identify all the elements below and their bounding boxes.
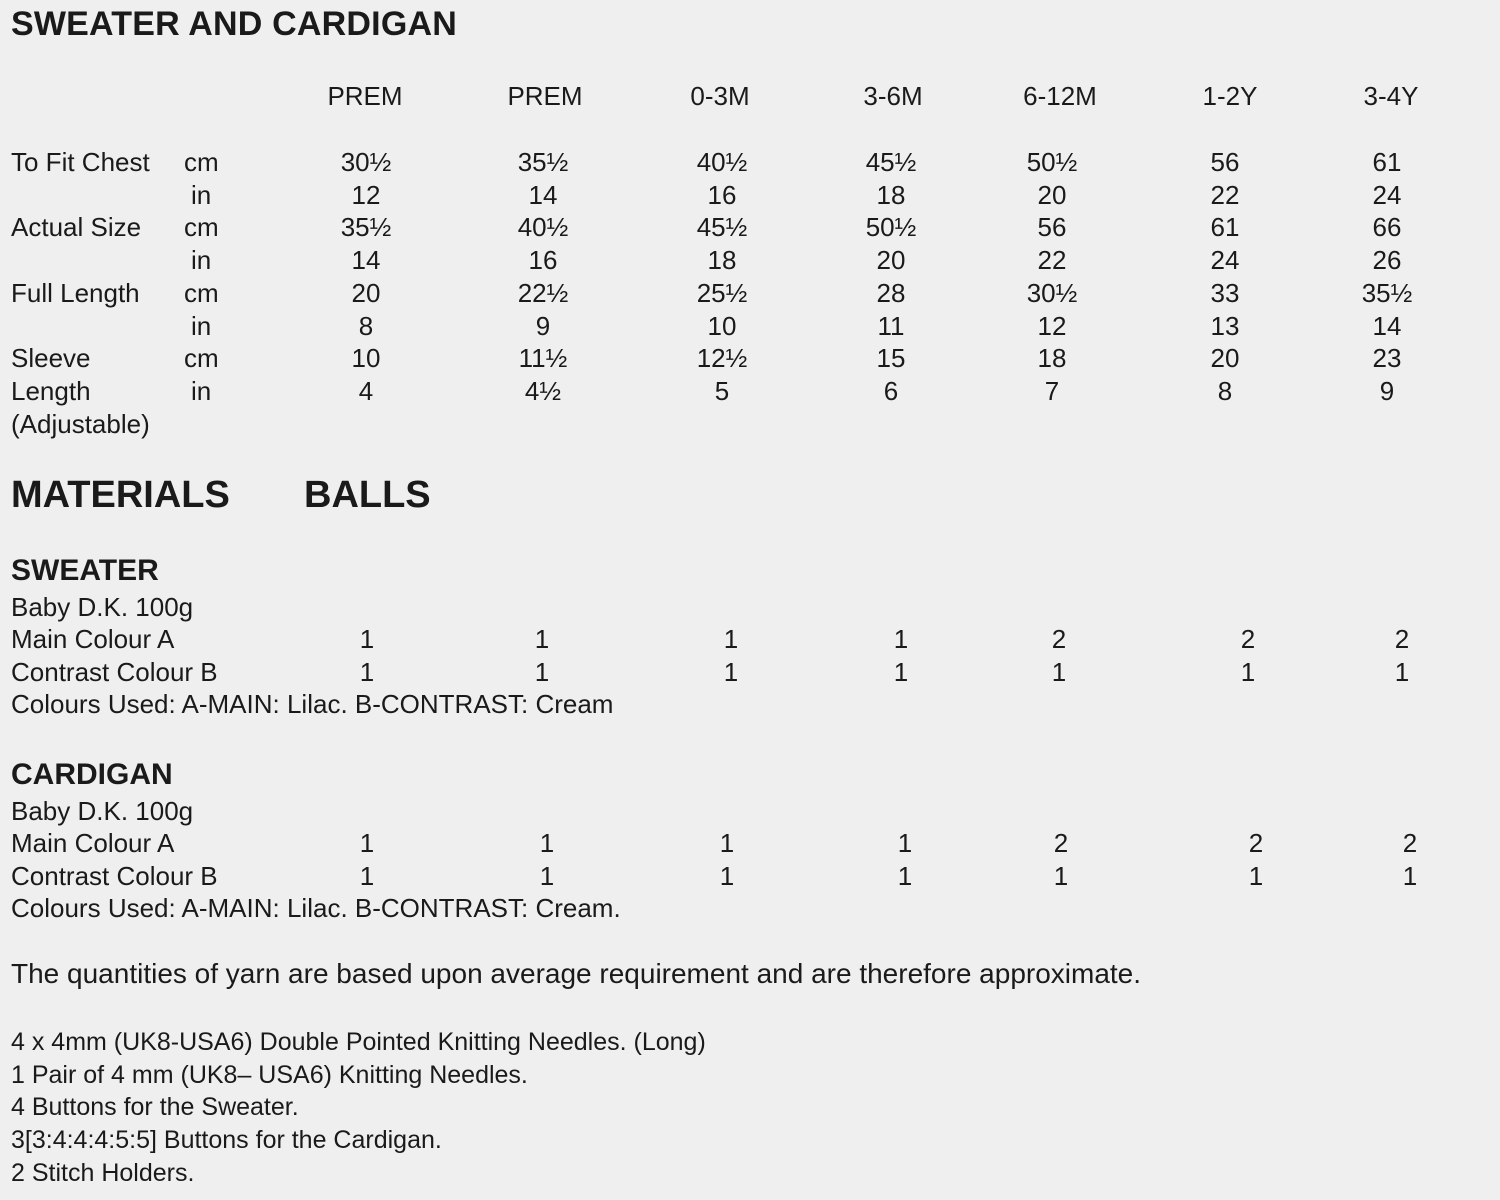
- yarn-quantity-note: The quantities of yarn are based upon average requirement and are therefore approximate.: [11, 958, 1142, 989]
- sweater-heading: SWEATER: [11, 554, 159, 587]
- cardigan-main-label: Main Colour A: [11, 828, 175, 858]
- measurement-value: 23: [1372, 343, 1402, 373]
- measurement-value: 13: [1210, 311, 1240, 341]
- measurement-value: 5: [714, 376, 730, 406]
- measurement-value: 56: [1037, 212, 1067, 242]
- measurement-unit: cm: [184, 278, 219, 308]
- measurement-value: 4: [358, 376, 374, 406]
- ball-count: 1: [723, 624, 739, 654]
- measurement-label: Sleeve: [11, 343, 91, 373]
- ball-count: 1: [719, 828, 735, 858]
- measurement-value: 12½: [696, 343, 748, 373]
- sweater-main-label: Main Colour A: [11, 624, 175, 654]
- measurement-value: 4½: [524, 376, 562, 406]
- measurement-label: (Adjustable): [11, 409, 150, 439]
- ball-count: 1: [897, 861, 913, 891]
- measurement-value: 14: [528, 180, 558, 210]
- cardigan-yarn: Baby D.K. 100g: [11, 796, 194, 826]
- requirement-item: 2 Stitch Holders.: [11, 1159, 195, 1187]
- ball-count: 2: [1051, 624, 1067, 654]
- ball-count: 1: [1051, 657, 1067, 687]
- sweater-colours: Colours Used: A-MAIN: Lilac. B-CONTRAST: Cream: [11, 689, 614, 719]
- measurement-value: 6: [883, 376, 899, 406]
- measurement-value: 45½: [865, 147, 917, 177]
- measurement-unit: in: [191, 245, 212, 275]
- measurement-value: 20: [876, 245, 906, 275]
- measurement-value: 22: [1037, 245, 1067, 275]
- measurement-value: 26: [1372, 245, 1402, 275]
- size-header: 0-3M: [690, 81, 750, 111]
- measurement-value: 22: [1210, 180, 1240, 210]
- cardigan-contrast-label: Contrast Colour B: [11, 861, 218, 891]
- measurement-value: 7: [1044, 376, 1060, 406]
- ball-count: 2: [1394, 624, 1410, 654]
- measurement-value: 66: [1372, 212, 1402, 242]
- ball-count: 1: [539, 861, 555, 891]
- ball-count: 1: [893, 657, 909, 687]
- ball-count: 1: [1402, 861, 1418, 891]
- measurement-value: 33: [1210, 278, 1240, 308]
- measurement-value: 18: [707, 245, 737, 275]
- ball-count: 1: [1240, 657, 1256, 687]
- page-title: SWEATER AND CARDIGAN: [11, 5, 457, 43]
- sweater-yarn: Baby D.K. 100g: [11, 592, 194, 622]
- materials-heading: MATERIALS: [11, 474, 230, 516]
- measurement-value: 61: [1210, 212, 1240, 242]
- measurement-unit: in: [191, 311, 212, 341]
- measurement-value: 35½: [340, 212, 392, 242]
- measurement-value: 12: [1037, 311, 1067, 341]
- ball-count: 1: [359, 828, 375, 858]
- ball-count: 1: [359, 624, 375, 654]
- measurement-value: 11½: [518, 343, 568, 373]
- measurement-value: 40½: [696, 147, 748, 177]
- measurement-value: 20: [1037, 180, 1067, 210]
- ball-count: 1: [897, 828, 913, 858]
- measurement-value: 10: [707, 311, 737, 341]
- measurement-value: 9: [535, 311, 551, 341]
- ball-count: 2: [1240, 624, 1256, 654]
- size-header: PREM: [507, 81, 583, 111]
- measurement-value: 30½: [340, 147, 392, 177]
- measurement-value: 25½: [696, 278, 748, 308]
- measurement-value: 50½: [865, 212, 917, 242]
- measurement-value: 14: [1372, 311, 1402, 341]
- measurement-value: 30½: [1026, 278, 1078, 308]
- requirement-item: 1 Pair of 4 mm (UK8– USA6) Knitting Needles.: [11, 1061, 528, 1089]
- size-header: 6-12M: [1023, 81, 1097, 111]
- measurement-value: 50½: [1026, 147, 1078, 177]
- cardigan-heading: CARDIGAN: [11, 758, 173, 791]
- measurement-value: 15: [876, 343, 906, 373]
- measurement-value: 61: [1372, 147, 1402, 177]
- measurement-label: Actual Size: [11, 212, 142, 242]
- ball-count: 1: [1053, 861, 1069, 891]
- measurement-value: 12: [351, 180, 381, 210]
- measurement-unit: cm: [184, 147, 219, 177]
- measurement-value: 16: [528, 245, 558, 275]
- ball-count: 1: [893, 624, 909, 654]
- measurement-value: 22½: [517, 278, 569, 308]
- size-header: 3-6M: [863, 81, 923, 111]
- requirement-item: 4 x 4mm (UK8-USA6) Double Pointed Knitting Needles. (Long): [11, 1028, 706, 1056]
- measurement-unit: cm: [184, 343, 219, 373]
- measurement-label: To Fit Chest: [11, 147, 150, 177]
- size-header: PREM: [327, 81, 403, 111]
- requirement-item: 3[3:4:4:4:5:5] Buttons for the Cardigan.: [11, 1126, 442, 1154]
- measurement-value: 14: [351, 245, 381, 275]
- size-header: 3-4Y: [1363, 81, 1419, 111]
- measurement-unit: in: [191, 376, 212, 406]
- ball-count: 1: [359, 861, 375, 891]
- measurement-value: 9: [1379, 376, 1395, 406]
- balls-heading: BALLS: [304, 474, 431, 516]
- ball-count: 1: [534, 624, 550, 654]
- measurement-value: 16: [707, 180, 737, 210]
- measurement-value: 24: [1372, 180, 1402, 210]
- measurement-value: 18: [876, 180, 906, 210]
- measurement-unit: cm: [184, 212, 219, 242]
- ball-count: 1: [723, 657, 739, 687]
- ball-count: 2: [1402, 828, 1418, 858]
- ball-count: 2: [1053, 828, 1069, 858]
- ball-count: 2: [1248, 828, 1264, 858]
- measurement-value: 20: [351, 278, 381, 308]
- ball-count: 1: [719, 861, 735, 891]
- measurement-value: 20: [1210, 343, 1240, 373]
- measurement-value: 24: [1210, 245, 1240, 275]
- measurement-label: Length: [11, 376, 91, 406]
- measurement-value: 40½: [517, 212, 569, 242]
- measurement-value: 35½: [1361, 278, 1413, 308]
- size-header: 1-2Y: [1202, 81, 1258, 111]
- measurement-value: 45½: [696, 212, 748, 242]
- measurement-value: 56: [1210, 147, 1240, 177]
- measurement-value: 28: [876, 278, 906, 308]
- measurement-value: 35½: [517, 147, 569, 177]
- ball-count: 1: [359, 657, 375, 687]
- measurement-label: Full Length: [11, 278, 140, 308]
- measurement-unit: in: [191, 180, 212, 210]
- requirement-item: 4 Buttons for the Sweater.: [11, 1093, 299, 1121]
- measurement-value: 11: [877, 311, 905, 341]
- measurement-value: 8: [1217, 376, 1233, 406]
- measurement-value: 8: [358, 311, 374, 341]
- ball-count: 1: [1394, 657, 1410, 687]
- sweater-contrast-label: Contrast Colour B: [11, 657, 218, 687]
- measurement-value: 10: [351, 343, 381, 373]
- cardigan-colours: Colours Used: A-MAIN: Lilac. B-CONTRAST: Cream.: [11, 893, 621, 923]
- ball-count: 1: [534, 657, 550, 687]
- ball-count: 1: [1248, 861, 1264, 891]
- measurement-value: 18: [1037, 343, 1067, 373]
- ball-count: 1: [539, 828, 555, 858]
